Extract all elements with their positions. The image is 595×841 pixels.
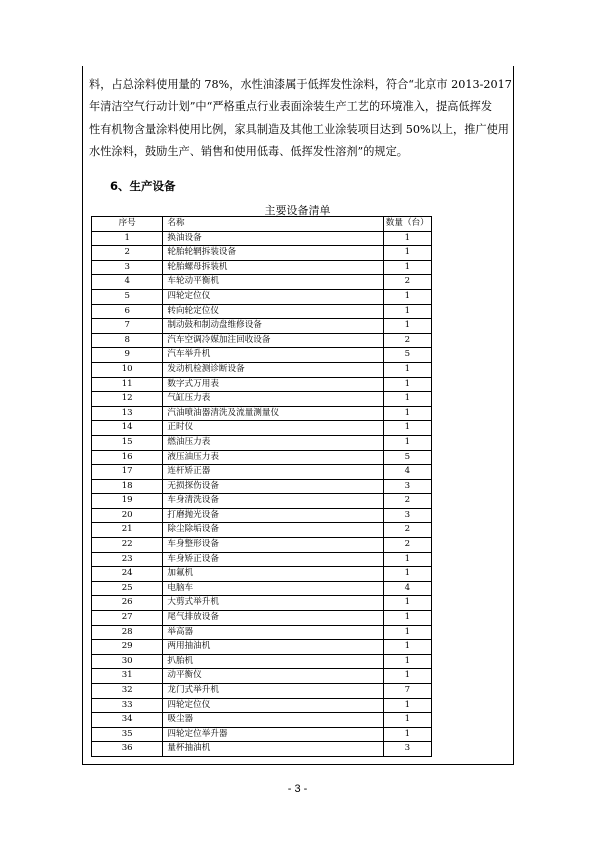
cell-name: 龙门式举升机 (163, 684, 383, 699)
cell-name: 车轮动平衡机 (163, 275, 383, 290)
paragraph-line: 性有机物含量涂料使用比例，家具制造及其他工业涂装项目达到 50%以上，推广使用 (89, 122, 509, 136)
cell-quantity: 1 (383, 377, 431, 392)
cell-index: 2 (92, 246, 163, 261)
cell-quantity: 1 (383, 435, 431, 450)
page-number: - 3 - (287, 783, 308, 795)
cell-index: 16 (92, 450, 163, 465)
cell-quantity: 7 (383, 684, 431, 699)
cell-name: 四轮定位仪 (163, 698, 383, 713)
table-row (92, 348, 432, 363)
cell-index: 20 (92, 508, 163, 523)
cell-quantity: 2 (383, 538, 431, 553)
table-row (92, 523, 432, 538)
cell-quantity: 5 (383, 348, 431, 363)
cell-quantity: 5 (383, 450, 431, 465)
cell-name: 无损探伤设备 (163, 479, 383, 494)
table-row (92, 654, 432, 669)
cell-name: 四轮定位仪 (163, 289, 383, 304)
header-name: 名称 (163, 217, 383, 232)
cell-name: 汽车空调冷媒加注回收设备 (163, 333, 383, 348)
cell-quantity: 1 (383, 289, 431, 304)
cell-name: 扒胎机 (163, 654, 383, 669)
table-row (92, 465, 432, 480)
cell-index: 21 (92, 523, 163, 538)
cell-index: 8 (92, 333, 163, 348)
cell-name: 车身矫正设备 (163, 552, 383, 567)
cell-name: 吸尘器 (163, 713, 383, 728)
cell-name: 动平衡仪 (163, 669, 383, 684)
cell-name: 液压油压力表 (163, 450, 383, 465)
table-row (92, 567, 432, 582)
table-row (92, 435, 432, 450)
cell-index: 31 (92, 669, 163, 684)
cell-name: 汽车举升机 (163, 348, 383, 363)
cell-index: 1 (92, 231, 163, 246)
cell-index: 15 (92, 435, 163, 450)
cell-index: 6 (92, 304, 163, 319)
table-row (92, 727, 432, 742)
cell-quantity: 2 (383, 275, 431, 290)
cell-index: 9 (92, 348, 163, 363)
cell-index: 29 (92, 640, 163, 655)
cell-quantity: 2 (383, 333, 431, 348)
cell-quantity: 1 (383, 392, 431, 407)
table-row (92, 581, 432, 596)
cell-index: 17 (92, 465, 163, 480)
cell-index: 34 (92, 713, 163, 728)
cell-quantity: 1 (383, 304, 431, 319)
cell-quantity: 1 (383, 611, 431, 626)
table-row (92, 406, 432, 421)
table-row (92, 275, 432, 290)
table-row (92, 713, 432, 728)
cell-index: 10 (92, 362, 163, 377)
cell-name: 车身清洗设备 (163, 494, 383, 509)
table-row (92, 508, 432, 523)
cell-quantity: 3 (383, 479, 431, 494)
table-row (92, 625, 432, 640)
cell-quantity: 4 (383, 465, 431, 480)
cell-name: 轮胎轮辋拆装设备 (163, 246, 383, 261)
cell-index: 7 (92, 319, 163, 334)
section-heading: 6、生产设备 (110, 179, 176, 193)
cell-index: 28 (92, 625, 163, 640)
cell-index: 26 (92, 596, 163, 611)
cell-name: 尾气排放设备 (163, 611, 383, 626)
cell-quantity: 1 (383, 231, 431, 246)
header-quantity: 数量（台） (383, 217, 431, 232)
table-row (92, 698, 432, 713)
table-row (92, 669, 432, 684)
body-paragraph (89, 74, 512, 163)
cell-index: 27 (92, 611, 163, 626)
table-row (92, 494, 432, 509)
cell-quantity: 1 (383, 246, 431, 261)
table-row (92, 304, 432, 319)
table-row (92, 319, 432, 334)
cell-index: 24 (92, 567, 163, 582)
table-header-row (92, 217, 432, 232)
cell-index: 32 (92, 684, 163, 699)
cell-quantity: 1 (383, 567, 431, 582)
cell-name: 燃油压力表 (163, 435, 383, 450)
cell-quantity: 1 (383, 727, 431, 742)
table-caption: 主要设备清单 (264, 204, 331, 217)
equipment-table (91, 216, 432, 757)
table-row (92, 246, 432, 261)
cell-quantity: 4 (383, 581, 431, 596)
cell-quantity: 1 (383, 362, 431, 377)
cell-index: 12 (92, 392, 163, 407)
cell-index: 35 (92, 727, 163, 742)
table-row (92, 333, 432, 348)
table-row (92, 392, 432, 407)
cell-quantity: 1 (383, 713, 431, 728)
cell-name: 除尘除垢设备 (163, 523, 383, 538)
cell-name: 换油设备 (163, 231, 383, 246)
cell-quantity: 1 (383, 421, 431, 436)
cell-index: 3 (92, 260, 163, 275)
cell-name: 电脑车 (163, 581, 383, 596)
cell-index: 18 (92, 479, 163, 494)
table-row (92, 538, 432, 553)
cell-index: 14 (92, 421, 163, 436)
cell-index: 13 (92, 406, 163, 421)
cell-index: 30 (92, 654, 163, 669)
cell-index: 22 (92, 538, 163, 553)
table-row (92, 742, 432, 757)
paragraph-line: 年清洁空气行动计划”中“严格重点行业表面涂装生产工艺的环境准入，提高低挥发 (89, 100, 493, 114)
cell-name: 正时仪 (163, 421, 383, 436)
cell-quantity: 1 (383, 260, 431, 275)
cell-name: 制动鼓和制动盘维修设备 (163, 319, 383, 334)
table-row (92, 260, 432, 275)
table-row (92, 596, 432, 611)
cell-quantity: 1 (383, 640, 431, 655)
cell-name: 打磨抛光设备 (163, 508, 383, 523)
cell-name: 大剪式举升机 (163, 596, 383, 611)
table-body (92, 231, 432, 756)
table-row (92, 450, 432, 465)
table-row (92, 231, 432, 246)
table-row (92, 552, 432, 567)
cell-quantity: 2 (383, 494, 431, 509)
table-row (92, 421, 432, 436)
cell-name: 发动机检测诊断设备 (163, 362, 383, 377)
cell-index: 5 (92, 289, 163, 304)
table-row (92, 684, 432, 699)
cell-name: 数字式万用表 (163, 377, 383, 392)
table-row (92, 289, 432, 304)
cell-quantity: 1 (383, 625, 431, 640)
cell-quantity: 3 (383, 508, 431, 523)
cell-index: 11 (92, 377, 163, 392)
cell-index: 23 (92, 552, 163, 567)
cell-name: 气缸压力表 (163, 392, 383, 407)
paragraph-line: 料，占总涂料使用量的 78%，水性油漆属于低挥发性涂料，符合“北京市 2013-2017 (89, 78, 512, 91)
table-row (92, 611, 432, 626)
cell-index: 4 (92, 275, 163, 290)
cell-name: 四轮定位举升器 (163, 727, 383, 742)
cell-name: 连杆矫正器 (163, 465, 383, 480)
cell-name: 车身整形设备 (163, 538, 383, 553)
header-index: 序号 (92, 217, 163, 232)
cell-quantity: 1 (383, 669, 431, 684)
cell-index: 33 (92, 698, 163, 713)
cell-quantity: 2 (383, 523, 431, 538)
cell-name: 转向轮定位仪 (163, 304, 383, 319)
cell-name: 轮胎螺母拆装机 (163, 260, 383, 275)
cell-quantity: 3 (383, 742, 431, 757)
cell-index: 25 (92, 581, 163, 596)
paragraph-line: 水性涂料，鼓励生产、销售和使用低毒、低挥发性溶剂”的规定。 (89, 144, 408, 158)
cell-name: 举高器 (163, 625, 383, 640)
cell-quantity: 1 (383, 319, 431, 334)
cell-index: 19 (92, 494, 163, 509)
table-row (92, 377, 432, 392)
cell-name: 两用抽油机 (163, 640, 383, 655)
table-row (92, 362, 432, 377)
cell-quantity: 1 (383, 552, 431, 567)
cell-quantity: 1 (383, 698, 431, 713)
cell-quantity: 1 (383, 406, 431, 421)
cell-name: 汽油喷油器清洗及流量测量仪 (163, 406, 383, 421)
cell-quantity: 1 (383, 654, 431, 669)
cell-name: 加氟机 (163, 567, 383, 582)
cell-index: 36 (92, 742, 163, 757)
table-row (92, 479, 432, 494)
cell-name: 量杯抽油机 (163, 742, 383, 757)
cell-quantity: 1 (383, 596, 431, 611)
table-row (92, 640, 432, 655)
